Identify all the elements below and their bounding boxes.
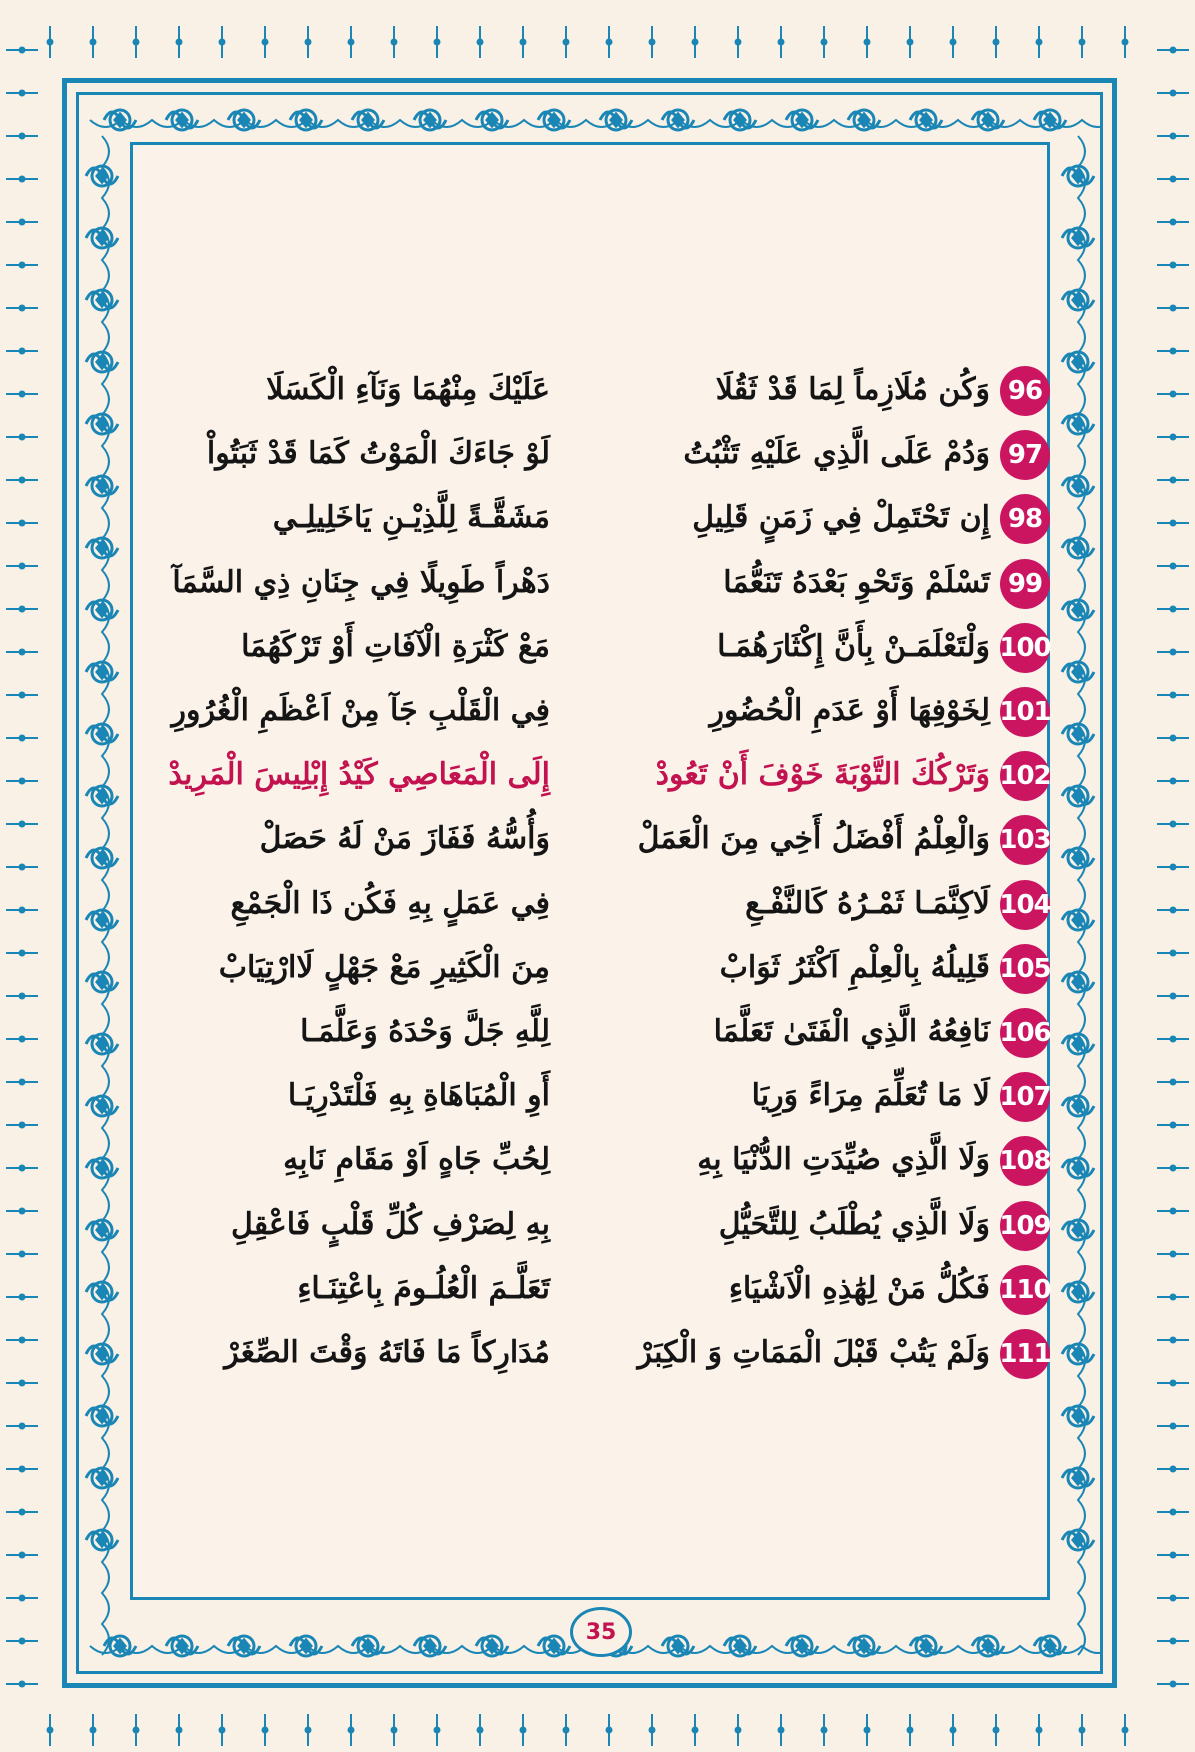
verse-number-badge: 102: [1000, 751, 1050, 801]
content-panel: [130, 142, 1050, 1600]
verse-first-hemistich: لَا مَا تُعَلِّمَ مِرَاءً وَرِيَا: [751, 1078, 990, 1114]
verse-row: [140, 1197, 1050, 1253]
verse-first-hemistich: نَافِعُهُ الَّذِي الْفَتَىٰ تَعَلَّمَا: [713, 1014, 990, 1049]
verse-second-hemistich: لَوْ جَاءَكَ الْمَوْتُ كَمَا قَدْ ثَبَتُواْ: [206, 436, 550, 472]
verse-first-hemistich: لِخَوْفِهَا أَوْ عَدَمِ الْحُضُورِ: [709, 693, 990, 728]
verse-second-hemistich: أَوِ الْمُبَاهَاةِ بِهِ فَلْتَدْرِيَـا: [287, 1078, 550, 1114]
page-number: 35: [570, 1607, 632, 1657]
verse-second-hemistich: مُدَارِكاً مَا فَاتَهُ وَقْتَ الصِّغَرْ: [224, 1335, 550, 1370]
verse-first-hemistich: وَالْعِلْمُ أَفْضَلُ أَخِي مِنَ الْعَمَلْ: [637, 821, 990, 857]
verse-second-hemistich: مَعْ كَثْرَةِ الْآفَاتِ أَوْ تَرْكَهُمَا: [241, 628, 550, 664]
verse-number-badge: 107: [1000, 1072, 1050, 1122]
verse-row: [140, 747, 1050, 803]
verse-row: [140, 1004, 1050, 1060]
verse-number-badge: 104: [1000, 880, 1050, 930]
verse-number-badge: 111: [1000, 1329, 1050, 1379]
verse-first-hemistich: وَتَرْكُكَ التَّوْبَةَ خَوْفَ أَنْ تَعُودْ: [655, 757, 990, 793]
verse-second-hemistich: دَهْراً طَوِيلًا فِي جِنَانِ ذِي السَّمَآ: [172, 564, 550, 600]
verse-number-badge: 105: [1000, 944, 1050, 994]
verse-number-badge: 108: [1000, 1136, 1050, 1186]
verse-first-hemistich: وَلَمْ يَتُبْ قَبْلَ الْمَمَاتِ وَ الْكِبَرْ: [637, 1335, 990, 1370]
verse-number-badge: 98: [1000, 494, 1050, 544]
verse-row: [140, 1132, 1050, 1188]
verse-second-hemistich: عَلَيْكَ مِنْهُمَا وَنَآءِ الْكَسَلَا: [266, 372, 550, 407]
verse-row: [140, 1261, 1050, 1317]
verse-first-hemistich: وَكُن مُلَازِماً لِمَا قَدْ ثَقُلَا: [715, 372, 990, 407]
verse-first-hemistich: وَدُمْ عَلَى الَّذِي عَلَيْهِ تَثْبُتُ: [683, 436, 990, 472]
verse-number-badge: 106: [1000, 1008, 1050, 1058]
border-ticks-right: [1153, 40, 1193, 1720]
verse-second-hemistich: فِي الْقَلْبِ جَآ مِنْ اَعْظَمِ الْغُرُورِ: [171, 693, 550, 728]
verse-second-hemistich: فِي عَمَلٍ بِهِ فَكُن ذَا الْجَمْعِ: [230, 885, 550, 921]
verse-row: [140, 362, 1050, 418]
verse-number-badge: 110: [1000, 1265, 1050, 1315]
verse-first-hemistich: فَكُلُّ مَنْ لِهَٰذِهِ الْاَشْيَاءِ: [728, 1270, 990, 1306]
verse-row: [140, 426, 1050, 482]
verse-second-hemistich: مَشَقَّـةً لِلَّذِيْـنِ يَاخَلِيلِـي: [272, 500, 550, 536]
verse-second-hemistich: لِحُبِّ جَاهٍ اَوْ مَقَامِ نَابِهِ: [283, 1142, 550, 1178]
verse-first-hemistich: لَاكِنَّمَـا ثَمْـرُهُ كَالنَّفْـعِ: [745, 885, 990, 921]
verse-first-hemistich: قَلِيلُهُ بِالْعِلْمِ اَكْثَرُ ثَوَابْ: [719, 949, 990, 985]
verse-row: [140, 490, 1050, 546]
verse-number-badge: 99: [1000, 559, 1050, 609]
verse-row: [140, 683, 1050, 739]
verse-number-badge: 101: [1000, 687, 1050, 737]
verse-row: [140, 876, 1050, 932]
verse-number-badge: 103: [1000, 815, 1050, 865]
verse-row: [140, 940, 1050, 996]
border-ticks-top: [30, 24, 1165, 60]
verse-row: [140, 555, 1050, 611]
verse-row: [140, 811, 1050, 867]
verse-row: [140, 1325, 1050, 1381]
verse-first-hemistich: وَلَا الَّذِي يُطْلَبُ لِلتَّحَيُّلِ: [718, 1206, 990, 1242]
verse-second-hemistich: بِهِ لِصَرْفِ كُلِّ قَلْبٍ فَاعْقِلِ: [230, 1206, 550, 1242]
verse-first-hemistich: تَسْلَمْ وَتَحْوِ بَعْدَهُ تَنَعُّمَا: [723, 564, 990, 600]
verse-second-hemistich: إِلَى الْمَعَاصِي كَيْدُ إِبْلِيسَ الْمَرِيدْ: [168, 757, 550, 793]
verse-number-badge: 100: [1000, 623, 1050, 673]
verse-number-badge: 97: [1000, 430, 1050, 480]
verse-number-badge: 109: [1000, 1201, 1050, 1251]
verse-number-badge: 96: [1000, 366, 1050, 416]
verse-row: [140, 619, 1050, 675]
border-ticks-left: [2, 40, 42, 1720]
verse-second-hemistich: لِلَّهِ جَلَّ وَحْدَهُ وَعَلَّمَـا: [300, 1014, 550, 1049]
border-ticks-bottom: [30, 1712, 1165, 1748]
verse-second-hemistich: مِنَ الْكَثِيرِ مَعْ جَهْلٍ لَاارْتِيَابْ: [218, 949, 550, 985]
verse-second-hemistich: تَعَلَّـمَ الْعُلُـومَ بِاعْتِنَـاءِ: [297, 1270, 550, 1306]
verse-first-hemistich: إِن تَحْتَمِلْ فِي زَمَنٍ قَلِيلِ: [692, 500, 990, 536]
verse-row: [140, 1068, 1050, 1124]
verse-second-hemistich: وَأُسُّهُ فَفَازَ مَنْ لَهُ حَصَلْ: [259, 821, 550, 857]
verse-first-hemistich: وَلْتَعْلَمَـنْ بِأَنَّ إِكْثَارَهُمَـا: [717, 628, 990, 664]
verse-first-hemistich: وَلَا الَّذِي صُيِّدَتِ الدُّنْيَا بِهِ: [697, 1142, 990, 1178]
